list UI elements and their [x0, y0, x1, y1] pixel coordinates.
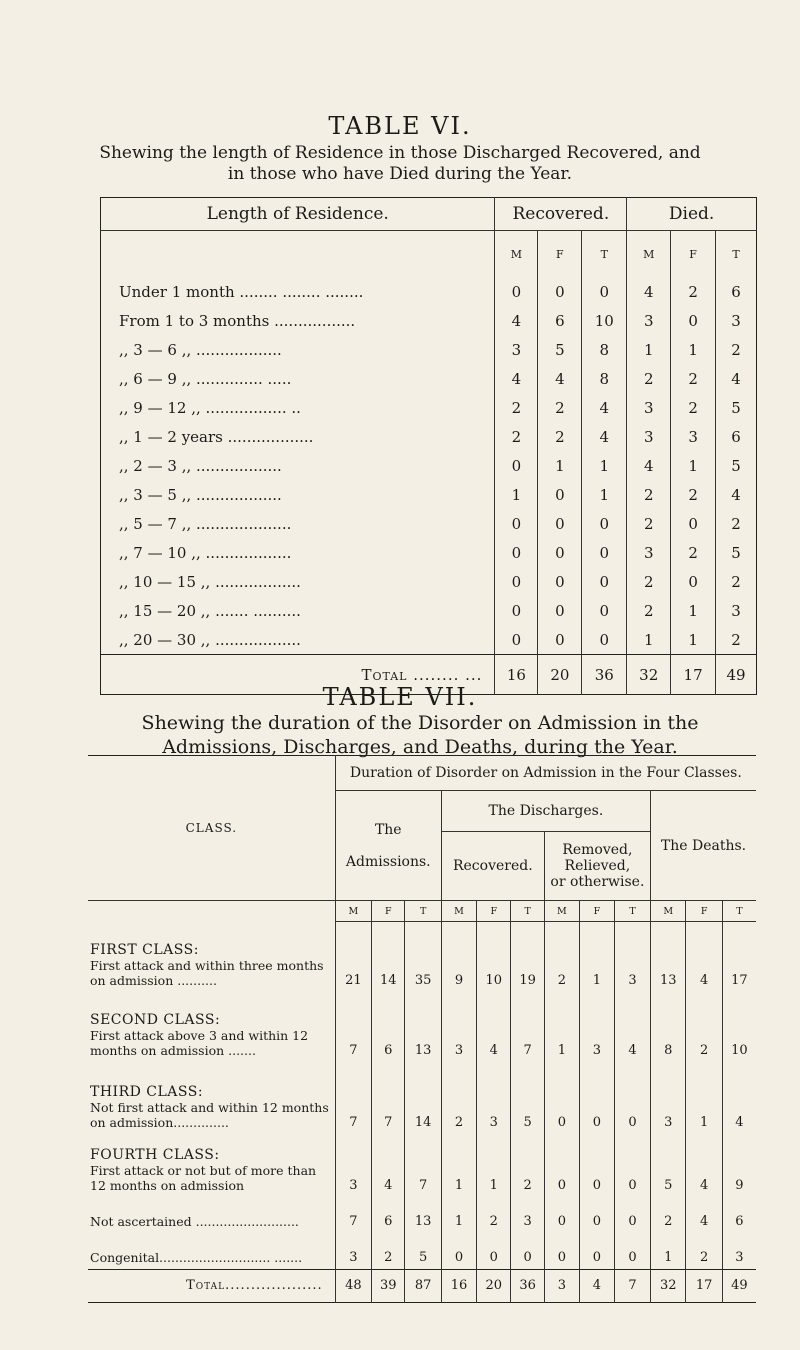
table7-cell: 2 — [477, 1197, 511, 1233]
table7-header-admissions-line2: Admissions. — [345, 853, 431, 870]
table6-cell: 3 — [716, 306, 757, 335]
table7-row-class — [88, 1134, 335, 1197]
table6-cell: 2 — [538, 393, 582, 422]
table7-cell: 3 — [335, 1233, 371, 1270]
table7-cell: 4 — [614, 992, 650, 1062]
table7-cell: 6 — [372, 1197, 405, 1233]
table7-total-cell: 20 — [477, 1269, 511, 1302]
table7-row-class — [88, 1197, 335, 1233]
table7-cell: 5 — [651, 1134, 686, 1197]
table7-cell: 10 — [722, 992, 756, 1062]
table6-cell: 1 — [671, 451, 716, 480]
table6-cell: 2 — [671, 277, 716, 306]
table7-subheader: F — [372, 901, 405, 922]
table6-row-label: From 1 to 3 months ................. — [119, 311, 356, 330]
table7-cell: 2 — [441, 1062, 476, 1134]
table6 — [100, 197, 757, 695]
table7-row — [88, 922, 756, 992]
table7-cell: 1 — [686, 1062, 722, 1134]
table6-cell: 0 — [582, 567, 627, 596]
table7-cell: 7 — [335, 1062, 371, 1134]
table6-cell: 2 — [716, 509, 757, 538]
table7-header-admissions-line1: The — [374, 821, 402, 838]
table6-cell: 5 — [538, 335, 582, 364]
table7-cell: 13 — [405, 992, 441, 1062]
table7-subheader: M — [441, 901, 476, 922]
table7-cell: 0 — [579, 1197, 614, 1233]
table7-cell: 3 — [651, 1062, 686, 1134]
table6-cell: 1 — [671, 596, 716, 625]
table7-total-cell: 87 — [405, 1269, 441, 1302]
table7-cell: 0 — [544, 1134, 579, 1197]
table7-subheader: M — [335, 901, 371, 922]
table7-cell: 2 — [686, 1233, 722, 1270]
table7 — [88, 755, 756, 1303]
table6-cell: 3 — [627, 538, 671, 567]
table6-total-cell: 16 — [495, 655, 538, 695]
table7-total-cell: 48 — [335, 1269, 371, 1302]
table6-cell: 1 — [627, 625, 671, 655]
table6-header-row — [101, 198, 757, 231]
table6-header-recovered: Recovered. — [495, 198, 627, 231]
table6-row-label: ,, 9 — 12 ,, ................. .. — [119, 398, 301, 417]
table6-cell: 6 — [538, 306, 582, 335]
table6-subtitle: Shewing the length of Residence in those Discharged Recovered, and in those who have Died during the Year. — [99, 143, 701, 184]
table6-row-label: ,, 1 — 2 years .................. — [119, 427, 314, 446]
table7-cell: 14 — [405, 1062, 441, 1134]
table7-cell: 0 — [614, 1197, 650, 1233]
table6-cell: 0 — [538, 480, 582, 509]
table6-cell: 10 — [582, 306, 627, 335]
table6-cell: 8 — [582, 335, 627, 364]
table6-cell: 2 — [495, 393, 538, 422]
table6-cell: 2 — [671, 538, 716, 567]
table6-title: TABLE VI. — [328, 112, 472, 140]
table7-total-cell: 3 — [544, 1269, 579, 1302]
table6-cell: 0 — [538, 596, 582, 625]
table7-cell: 3 — [477, 1062, 511, 1134]
table7-cell: 3 — [722, 1233, 756, 1270]
table7-header-class: CLASS. — [185, 821, 238, 835]
table6-cell: 5 — [716, 451, 757, 480]
table6-row — [101, 538, 757, 567]
table6-cell: 4 — [538, 364, 582, 393]
table6-row-label: ,, 20 — 30 ,, .................. — [119, 630, 301, 649]
table6-row — [101, 393, 757, 422]
table6-cell: 2 — [716, 625, 757, 655]
table7-cell: 1 — [477, 1134, 511, 1197]
table6-total-label: Total ........ ... — [101, 655, 495, 695]
table6-total-cell: 49 — [716, 655, 757, 695]
table7-class-label: THIRD CLASS: — [90, 1083, 204, 1100]
table7-header-recovered: Recovered. — [441, 832, 544, 901]
table7-cell: 13 — [405, 1197, 441, 1233]
table7-row — [88, 1233, 756, 1270]
table6-cell: 4 — [582, 393, 627, 422]
table6-cell: 2 — [671, 364, 716, 393]
table6-subheader: M — [627, 231, 671, 278]
table6-row — [101, 509, 757, 538]
table6-row — [101, 567, 757, 596]
table7-total-cell: 49 — [722, 1269, 756, 1302]
table7-cell: 6 — [372, 992, 405, 1062]
table7-cell: 4 — [686, 1197, 722, 1233]
table7-cell: 0 — [614, 1233, 650, 1270]
table7-cell: 2 — [511, 1134, 544, 1197]
table7-class-desc: First attack and within three months on admission .......... — [90, 957, 324, 988]
table6-cell: 2 — [627, 567, 671, 596]
table7-header-discharges: The Discharges. — [441, 791, 650, 832]
table7-total-cell: 16 — [441, 1269, 476, 1302]
table7-cell: 5 — [405, 1233, 441, 1270]
table6-cell: 0 — [495, 509, 538, 538]
table7-cell: 7 — [335, 992, 371, 1062]
table6-row — [101, 335, 757, 364]
table7-cell: 10 — [477, 922, 511, 992]
table6-row-label: ,, 7 — 10 ,, .................. — [119, 543, 292, 562]
table7-row — [88, 1062, 756, 1134]
table7-total-cell: 7 — [614, 1269, 650, 1302]
table6-row — [101, 451, 757, 480]
table7-cell: 35 — [405, 922, 441, 992]
table6-row — [101, 422, 757, 451]
table7-cell: 3 — [441, 992, 476, 1062]
table6-cell: 2 — [627, 480, 671, 509]
table6-row — [101, 364, 757, 393]
table7-cell: 7 — [335, 1197, 371, 1233]
table6-cell: 8 — [582, 364, 627, 393]
table7-cell: 4 — [477, 992, 511, 1062]
table6-cell: 0 — [495, 451, 538, 480]
table6-cell: 3 — [627, 306, 671, 335]
table6-cell: 4 — [627, 451, 671, 480]
table7-row — [88, 1197, 756, 1233]
table7-cell: 1 — [544, 992, 579, 1062]
table6-cell: 4 — [716, 480, 757, 509]
table6-row — [101, 480, 757, 509]
table6-subheader: T — [716, 231, 757, 278]
table6-row — [101, 306, 757, 335]
table7-cell: 3 — [579, 992, 614, 1062]
table6-cell: 6 — [716, 277, 757, 306]
table6-cell: 0 — [582, 538, 627, 567]
table7-total-cell: 36 — [511, 1269, 544, 1302]
table7-header-deaths: The Deaths. — [651, 791, 757, 901]
table7-class-desc: First attack above 3 and within 12 months on admission ....... — [90, 1027, 309, 1058]
table7-cell: 0 — [579, 1233, 614, 1270]
table6-cell: 6 — [716, 422, 757, 451]
table6-total-cell: 17 — [671, 655, 716, 695]
table6-cell: 0 — [538, 509, 582, 538]
table7-cell: 7 — [405, 1134, 441, 1197]
table7-class-desc: Not first attack and within 12 months on admission.............. — [90, 1099, 329, 1130]
table6-cell: 0 — [495, 538, 538, 567]
table6-cell: 5 — [716, 538, 757, 567]
table7-cell: 19 — [511, 922, 544, 992]
table6-cell: 3 — [495, 335, 538, 364]
table7-cell: 2 — [372, 1233, 405, 1270]
table6-total-cell: 20 — [538, 655, 582, 695]
table7-cell: 14 — [372, 922, 405, 992]
table6-row-label: ,, 6 — 9 ,, .............. ..... — [119, 369, 292, 388]
table7-subheader: F — [477, 901, 511, 922]
table6-cell: 0 — [538, 538, 582, 567]
table7-total-cell: 17 — [686, 1269, 722, 1302]
table6-cell: 2 — [627, 364, 671, 393]
table7-subheader: M — [544, 901, 579, 922]
table6-cell: 1 — [582, 480, 627, 509]
table7-subheader: T — [722, 901, 756, 922]
table7-subheader: T — [614, 901, 650, 922]
table7-header-top-row — [88, 756, 756, 791]
table6-cell: 0 — [495, 625, 538, 655]
table7-total-row — [88, 1269, 756, 1302]
table7-cell: 7 — [511, 992, 544, 1062]
table6-cell: 2 — [671, 393, 716, 422]
table7-cell: 5 — [511, 1062, 544, 1134]
table6-cell: 5 — [716, 393, 757, 422]
table6-cell: 1 — [538, 451, 582, 480]
table7-cell: 3 — [614, 922, 650, 992]
table6-cell: 0 — [671, 567, 716, 596]
table6-cell: 0 — [582, 277, 627, 306]
table6-cell: 3 — [716, 596, 757, 625]
table7-cell: 0 — [614, 1134, 650, 1197]
table7-subtitle: Shewing the duration of the Disorder on Admission in the Admissions, Discharges, and Deaths, during the Year. — [141, 712, 699, 758]
table6-row — [101, 277, 757, 306]
table6-cell: 0 — [582, 596, 627, 625]
table6-cell: 4 — [495, 364, 538, 393]
table7-cell: 9 — [722, 1134, 756, 1197]
table7-cell: 4 — [372, 1134, 405, 1197]
table6-cell: 0 — [582, 625, 627, 655]
table7-class-label: SECOND CLASS: — [90, 1011, 221, 1028]
table7-row — [88, 992, 756, 1062]
table7-cell: 17 — [722, 922, 756, 992]
table7-class-label: FOURTH CLASS: — [90, 1146, 220, 1163]
table6-body — [101, 277, 757, 655]
table7-cell: 4 — [686, 922, 722, 992]
table6-cell: 2 — [716, 335, 757, 364]
table7-cell: 0 — [544, 1062, 579, 1134]
table7-cell: 2 — [686, 992, 722, 1062]
table7-title: TABLE VII. — [322, 683, 478, 711]
table7-header-removed-line3: or otherwise. — [550, 874, 645, 890]
table6-cell: 4 — [495, 306, 538, 335]
table6-cell: 2 — [627, 509, 671, 538]
table7-cell: 0 — [579, 1062, 614, 1134]
table6-cell: 0 — [538, 625, 582, 655]
table7-cell: 0 — [441, 1233, 476, 1270]
table6-row — [101, 596, 757, 625]
table7-subheader: F — [686, 901, 722, 922]
table7-subheader: F — [579, 901, 614, 922]
table6-cell: 1 — [671, 335, 716, 364]
table7-cell: 2 — [651, 1197, 686, 1233]
table7-class-desc: Congenital............................ ....... — [90, 1249, 303, 1265]
table6-cell: 1 — [495, 480, 538, 509]
table6-cell: 0 — [495, 277, 538, 306]
table6-subheader-blank — [101, 231, 495, 278]
table6-row-label: Under 1 month ........ ........ ........ — [119, 282, 364, 301]
table6-row-label: ,, 2 — 3 ,, .................. — [119, 456, 282, 475]
table6-cell: 4 — [582, 422, 627, 451]
table7-cell: 1 — [441, 1134, 476, 1197]
table7-cell: 4 — [686, 1134, 722, 1197]
table6-cell: 0 — [538, 277, 582, 306]
table6-subheader-row — [101, 231, 757, 278]
table7-subheader: T — [405, 901, 441, 922]
table7-cell: 0 — [477, 1233, 511, 1270]
table7-row-class — [88, 1062, 335, 1134]
table7-row-class — [88, 1233, 335, 1270]
table6-cell: 0 — [495, 596, 538, 625]
table7-header-admissions — [335, 791, 441, 901]
table7-cell: 0 — [579, 1134, 614, 1197]
table6-row-label: ,, 10 — 15 ,, .................. — [119, 572, 301, 591]
table7-cell: 0 — [511, 1233, 544, 1270]
table7-mft-blank — [88, 901, 335, 922]
table6-subheader: T — [582, 231, 627, 278]
table7-cell: 7 — [372, 1062, 405, 1134]
table6-cell: 3 — [671, 422, 716, 451]
table7-cell: 0 — [544, 1197, 579, 1233]
table6-cell: 1 — [627, 335, 671, 364]
table6-cell: 0 — [671, 306, 716, 335]
table7-cell: 4 — [722, 1062, 756, 1134]
table6-cell: 4 — [627, 277, 671, 306]
table7-cell: 0 — [614, 1062, 650, 1134]
table7-row-class — [88, 922, 335, 992]
table7-row — [88, 1134, 756, 1197]
table7-body — [88, 922, 756, 1270]
table6-header-died: Died. — [627, 198, 757, 231]
table6-cell: 2 — [716, 567, 757, 596]
table6-subheader: M — [495, 231, 538, 278]
table6-cell: 0 — [538, 567, 582, 596]
table7-cell: 13 — [651, 922, 686, 992]
table7-header-removed-line1: Removed, — [562, 842, 633, 858]
table6-row-label: ,, 5 — 7 ,, .................... — [119, 514, 292, 533]
table7-cell: 1 — [579, 922, 614, 992]
table7-total-cell: 32 — [651, 1269, 686, 1302]
table7-header-duration: Duration of Disorder on Admission in the Four Classes. — [335, 756, 756, 791]
table6-row-label: ,, 3 — 6 ,, .................. — [119, 340, 282, 359]
table6-row — [101, 625, 757, 655]
table7-class-desc: First attack or not but of more than 12 months on admission — [90, 1162, 317, 1193]
table7-cell: 3 — [511, 1197, 544, 1233]
table7-header-removed — [544, 832, 650, 901]
table7-cell: 0 — [544, 1233, 579, 1270]
table6-total-cell: 32 — [627, 655, 671, 695]
table7-cell: 9 — [441, 922, 476, 992]
table7-subheader: T — [511, 901, 544, 922]
table7-total-label: Total................... — [88, 1269, 335, 1302]
table6-cell: 2 — [627, 596, 671, 625]
table7-cell: 21 — [335, 922, 371, 992]
table6-header-length: Length of Residence. — [101, 198, 495, 231]
table7-cell: 8 — [651, 992, 686, 1062]
table7-cell: 2 — [544, 922, 579, 992]
table7-header-removed-line2: Relieved, — [564, 858, 631, 874]
table6-cell: 2 — [538, 422, 582, 451]
table7-cell: 1 — [441, 1197, 476, 1233]
table7-subheader: M — [651, 901, 686, 922]
table6-subheader: F — [671, 231, 716, 278]
table6-row-label: ,, 3 — 5 ,, .................. — [119, 485, 282, 504]
table6-cell: 2 — [495, 422, 538, 451]
table7-cell: 3 — [335, 1134, 371, 1197]
table6-cell: 0 — [495, 567, 538, 596]
table6-cell: 0 — [671, 509, 716, 538]
table7-cell: 6 — [722, 1197, 756, 1233]
table7-mft-row — [88, 901, 756, 922]
table6-row-label: ,, 15 — 20 ,, ....... .......... — [119, 601, 301, 620]
table7-total-cell: 4 — [579, 1269, 614, 1302]
table6-cell: 2 — [671, 480, 716, 509]
table7-total-cell: 39 — [372, 1269, 405, 1302]
table6-cell: 4 — [716, 364, 757, 393]
table6-cell: 0 — [582, 509, 627, 538]
table6-cell: 3 — [627, 422, 671, 451]
table6-cell: 1 — [671, 625, 716, 655]
table7-class-label: FIRST CLASS: — [90, 941, 199, 958]
table6-cell: 3 — [627, 393, 671, 422]
table6-cell: 1 — [582, 451, 627, 480]
table7-cell: 1 — [651, 1233, 686, 1270]
table7-row-class — [88, 992, 335, 1062]
table7-class-desc: Not ascertained .......................... — [90, 1213, 299, 1229]
table6-subheader: F — [538, 231, 582, 278]
table6-total-cell: 36 — [582, 655, 627, 695]
